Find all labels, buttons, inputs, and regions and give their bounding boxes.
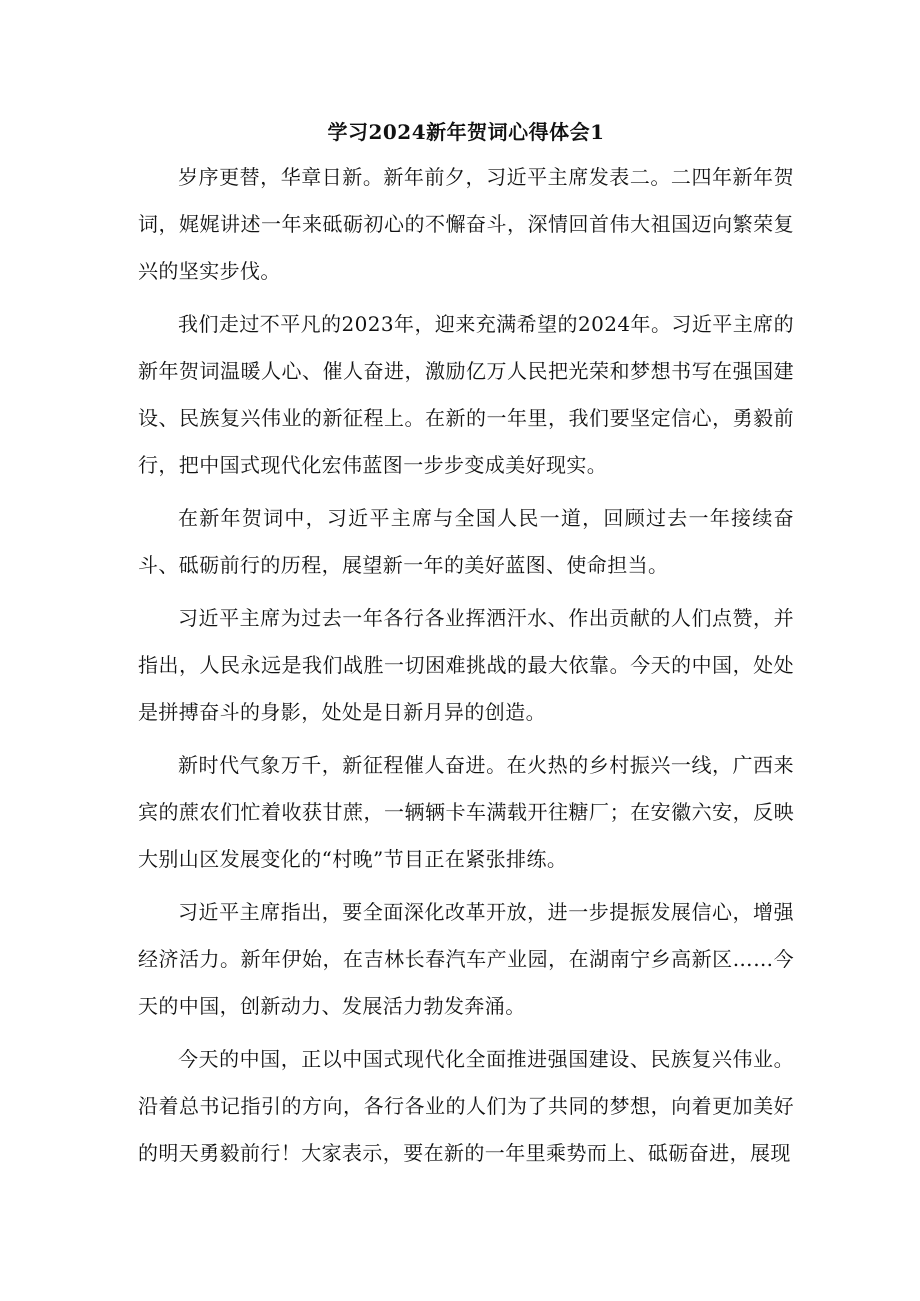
paragraph-2: 我们走过不平凡的2023年，迎来充满希望的2024年。习近平主席的新年贺词温暖人心、催人奋进，激励亿万人民把光荣和梦想书写在强国建设、民族复兴伟业的新征程上。在新的一年里，我们要坚定信心，勇毅前行，把中国式现代化宏伟蓝图一步步变成美好现实。 [138,312,794,477]
paragraph-5: 新时代气象万千，新征程催人奋进。在火热的乡村振兴一线，广西来宾的蔗农们忙着收获甘蔗，一辆辆卡车满载开往糖厂；在安徽六安，反映大别山区发展变化的“村晚”节目正在紧张排练。 [138,753,794,871]
paragraph-7: 今天的中国，正以中国式现代化全面推进强国建设、民族复兴伟业。沿着总书记指引的方向，各行各业的人们为了共同的梦想，向着更加美好的明天勇毅前行！大家表示，要在新的一年里乘势而上、砥砺奋进，展现 [138,1047,794,1165]
paragraph-4: 习近平主席为过去一年各行各业挥洒汗水、作出贡献的人们点赞，并指出，人民永远是我们战胜一切困难挑战的最大依靠。今天的中国，处处是拼搏奋斗的身影，处处是日新月异的创造。 [138,606,794,724]
document-title: 学习2024新年贺词心得体会1 [327,120,605,144]
document-body [138,112,794,1183]
paragraph-3: 在新年贺词中，习近平主席与全国人民一道，回顾过去一年接续奋斗、砥砺前行的历程，展望新一年的美好蓝图、使命担当。 [138,506,794,577]
paragraph-1: 岁序更替，华章日新。新年前夕，习近平主席发表二。二四年新年贺词，娓娓讲述一年来砥砺初心的不懈奋斗，深情回首伟大祖国迈向繁荣复兴的坚实步伐。 [138,165,794,283]
paragraph-6: 习近平主席指出，要全面深化改革开放，进一步提振发展信心，增强经济活力。新年伊始，在吉林长春汽车产业园，在湖南宁乡高新区……今天的中国，创新动力、发展活力勃发奔涌。 [138,900,794,1018]
